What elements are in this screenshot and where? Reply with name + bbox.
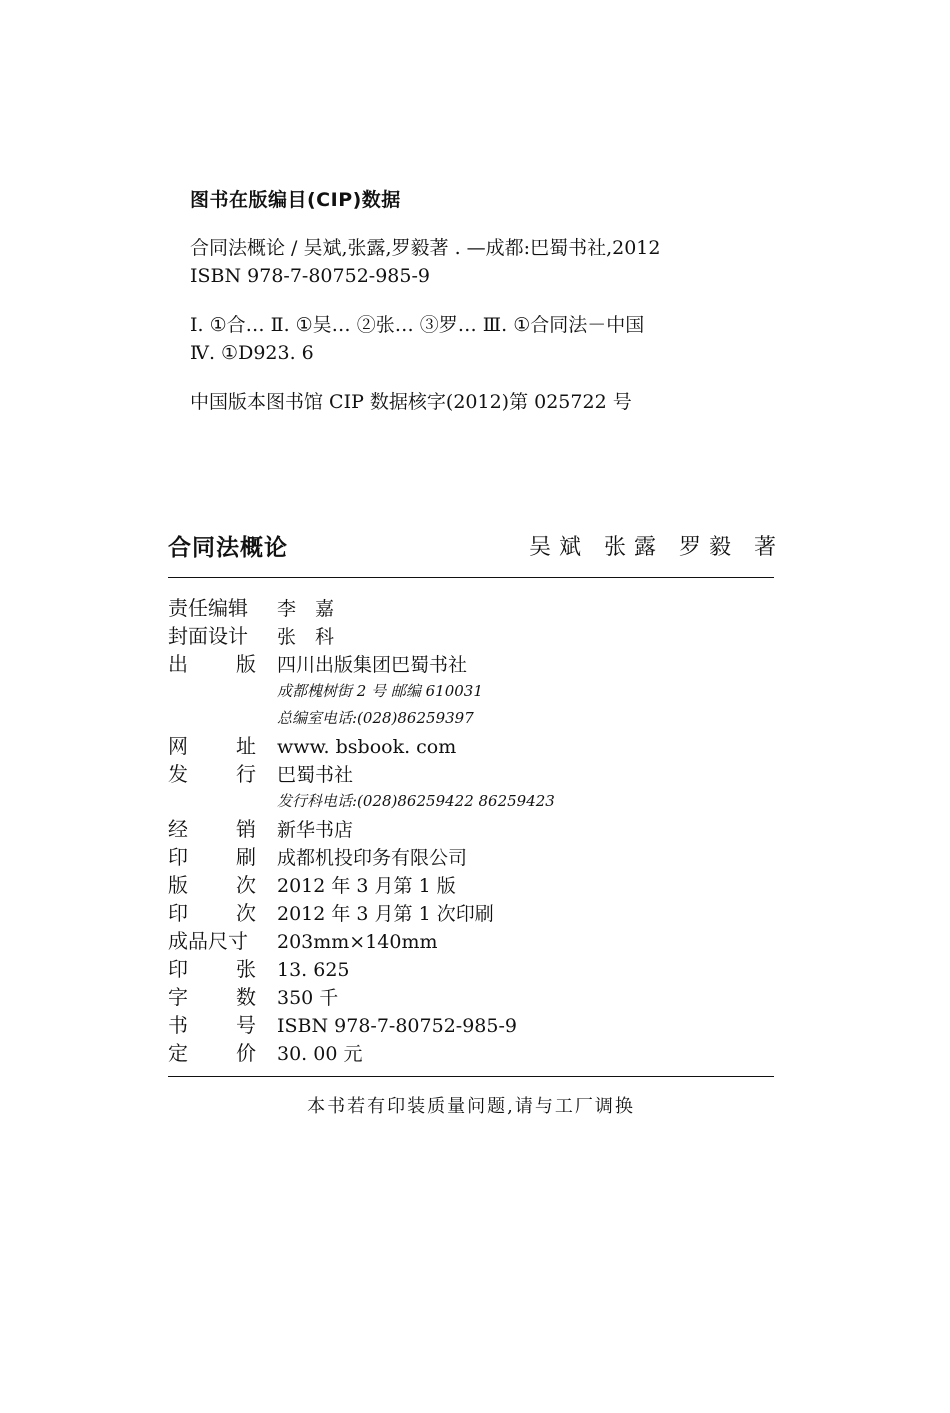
book-title: 合同法概论	[168, 535, 288, 561]
colophon-row-website	[168, 732, 774, 760]
seller-label-a: 经	[168, 817, 188, 841]
colophon-row-isbn	[168, 1011, 774, 1039]
impression-label-b: 次	[236, 901, 256, 925]
printer-label-b: 刷	[236, 845, 256, 869]
edition-label	[168, 871, 277, 899]
colophon-row-distribution-phone	[168, 788, 774, 815]
cip-heading: 图书在版编目(CIP)数据	[190, 189, 401, 211]
isbn-label-a: 书	[168, 1013, 188, 1037]
quality-notice: 本书若有印装质量问题,请与工厂调换	[307, 1096, 635, 1117]
sheets-value: 13. 625	[277, 959, 350, 981]
words-value: 350 千	[277, 987, 339, 1009]
editor-label	[168, 594, 277, 622]
cip-bibliographic-line: 合同法概论 / 吴斌,张露,罗毅著 . —成都:巴蜀书社,2012	[190, 237, 661, 259]
distribution-label	[168, 760, 277, 788]
impression-label	[168, 899, 277, 927]
cover-label	[168, 622, 277, 650]
isbn-label	[168, 1011, 277, 1039]
words-label-a: 字	[168, 985, 188, 1009]
sheets-label-b: 张	[236, 957, 256, 981]
size-value: 203mm×140mm	[277, 931, 438, 953]
editor-label-text: 责任编辑	[168, 596, 248, 620]
colophon-row-seller	[168, 815, 774, 843]
edition-label-b: 次	[236, 873, 256, 897]
price-label-a: 定	[168, 1041, 188, 1065]
colophon-row-publisher-phone	[168, 705, 774, 732]
colophon-row-words	[168, 983, 774, 1011]
bottom-divider	[168, 1076, 774, 1077]
seller-value: 新华书店	[277, 819, 354, 841]
price-label	[168, 1039, 277, 1067]
edition-label-a: 版	[168, 873, 188, 897]
edition-value: 2012 年 3 月第 1 版	[277, 875, 456, 897]
website-value: www. bsbook. com	[277, 736, 457, 758]
cover-value: 张 科	[277, 626, 335, 648]
website-label	[168, 732, 277, 760]
printer-value: 成都机投印务有限公司	[277, 847, 468, 869]
price-label-b: 价	[236, 1041, 256, 1065]
publisher-label-a: 出	[168, 652, 188, 676]
top-divider	[168, 577, 774, 578]
distribution-value: 巴蜀书社	[277, 764, 354, 786]
cover-label-text: 封面设计	[168, 624, 248, 648]
colophon-row-price	[168, 1039, 774, 1067]
size-label	[168, 927, 277, 955]
publisher-label	[168, 650, 277, 678]
cip-data-block	[190, 186, 810, 416]
words-label-b: 数	[236, 985, 256, 1009]
impression-label-a: 印	[168, 901, 188, 925]
printer-label	[168, 843, 277, 871]
impression-value: 2012 年 3 月第 1 次印刷	[277, 903, 494, 925]
sheets-label	[168, 955, 277, 983]
colophon	[168, 594, 774, 1067]
website-label-a: 网	[168, 734, 188, 758]
size-label-text: 成品尺寸	[168, 929, 248, 953]
distribution-phone: 发行科电话:(028)86259422 86259423	[277, 792, 555, 810]
cip-isbn-line: ISBN 978-7-80752-985-9	[190, 265, 430, 287]
colophon-row-printer	[168, 843, 774, 871]
colophon-row-editor	[168, 594, 774, 622]
colophon-row-distribution	[168, 760, 774, 788]
isbn-label-b: 号	[236, 1013, 256, 1037]
title-row	[168, 530, 784, 570]
price-value: 30. 00 元	[277, 1043, 363, 1065]
editor-value: 李 嘉	[277, 598, 335, 620]
colophon-row-impression	[168, 899, 774, 927]
distribution-label-b: 行	[236, 762, 256, 786]
publisher-phone: 总编室电话:(028)86259397	[277, 709, 474, 727]
cip-classification-line: Ⅳ. ①D923. 6	[190, 342, 314, 364]
colophon-row-cover	[168, 622, 774, 650]
cip-record-number-line: 中国版本图书馆 CIP 数据核字(2012)第 025722 号	[190, 391, 632, 413]
colophon-row-publisher-address	[168, 678, 774, 705]
colophon-row-publisher	[168, 650, 774, 678]
book-authors: 吴斌 张露 罗毅 著	[529, 535, 784, 560]
publisher-value: 四川出版集团巴蜀书社	[277, 654, 468, 676]
colophon-row-size	[168, 927, 774, 955]
printer-label-a: 印	[168, 845, 188, 869]
sheets-label-a: 印	[168, 957, 188, 981]
publisher-address: 成都槐树街 2 号 邮编 610031	[277, 682, 483, 700]
seller-label-b: 销	[236, 817, 256, 841]
isbn-value: ISBN 978-7-80752-985-9	[277, 1015, 517, 1037]
website-label-b: 址	[236, 734, 256, 758]
colophon-row-edition	[168, 871, 774, 899]
colophon-row-sheets	[168, 955, 774, 983]
cip-subject-line: Ⅰ. ①合… Ⅱ. ①吴… ②张… ③罗… Ⅲ. ①合同法－中国	[190, 314, 645, 336]
words-label	[168, 983, 277, 1011]
distribution-label-a: 发	[168, 762, 188, 786]
seller-label	[168, 815, 277, 843]
publisher-label-b: 版	[236, 652, 256, 676]
